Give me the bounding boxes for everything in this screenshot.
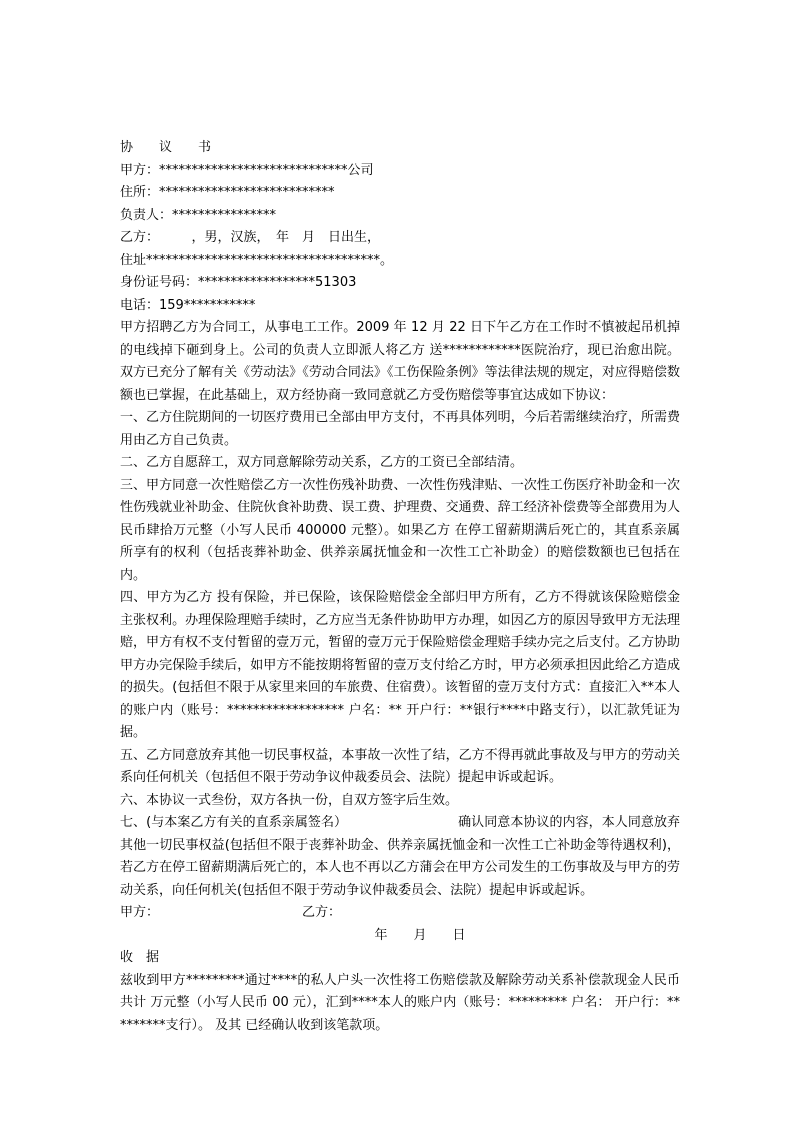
signature-line: [120, 902, 680, 925]
id-number-line: 身份证号码：******************51303: [120, 275, 357, 290]
clause-7: 七、(与本案乙方有关的直系亲属签名） 确认同意本协议的内容，本人同意放弃其他一切民事权益(包括但不限于丧葬补助金、供养亲属抚恤金和一次性工亡补助金等待遇权利)，若乙方在停工留薪期满后死亡的，本人也不再以乙方蒲会在甲方公司发生的工伤事故及与甲方的劳动关系，向任何机关(包括但不限于劳动争议仲裁委员会、法院）提起申诉或起诉。: [120, 815, 680, 898]
clause-6: 六、本协议一式叁份，双方各执一份，自双方签字后生效。: [120, 792, 459, 808]
clause-2: 二、乙方自愿辞工，双方同意解除劳动关系，乙方的工资已全部结清。: [120, 455, 524, 470]
party-b-address-line: 住址************************************。: [120, 252, 394, 268]
clause-5: 五、乙方同意放弃其他一切民事权益，本事故一次性了结，乙方不得再就此事故及与甲方的劳动关系向任何机关（包括但不限于劳动争议仲裁委员会、法院）提起申诉或起诉。: [120, 747, 680, 785]
phone-line: 电话：159***********: [120, 297, 256, 313]
agreement-document: [120, 137, 680, 1037]
party-b-signature: 乙方：: [302, 905, 342, 920]
representative-line: 负责人：****************: [120, 207, 277, 223]
party-a-line: 甲方：*****************************公司: [120, 162, 374, 178]
address-line: 住所：***************************: [120, 185, 335, 200]
clause-1: 一、乙方住院期间的一切医疗费用已全部由甲方支付，不再具体列明，今后若需继续治疗，所需费用由乙方自己负责。: [120, 410, 680, 448]
party-b-line: 乙方： ，男，汉族， 年 月 日出生，: [120, 230, 381, 245]
party-a-signature: 甲方：: [120, 905, 160, 920]
signature-date: 年 月 日: [374, 927, 466, 943]
intro-paragraph: 甲方招聘乙方为合同工，从事电工工作。2009 年 12 月 22 日下午乙方在工作时不慎被起吊机掉的电线掉下砸到身上。公司的负责人立即派人将乙方 送************医院治疗，现已治愈出院。双方已充分了解有关《劳动法》《劳动合同法》《工伤保险条例》等法律法规的规定，对应得赔偿数额也已掌握，在此基础上，双方经协商一致同意就乙方受伤赔偿等事宜达成如下协议：: [120, 320, 680, 403]
clause-4: 四、甲方为乙方 投有保险，并已保险，该保险赔偿金全部归甲方所有，乙方不得就该保险赔偿金主张权利。办理保险理赔手续时，乙方应当无条件协助甲方办理，如因乙方的原因导致甲方无法理赔，甲方有权不支付暂留的壹万元，暂留的壹万元于保险赔偿金理赔手续办完之后支付。乙方协助甲方办完保险手续后，如甲方不能按期将暂留的壹万支付给乙方时，甲方必须承担因此给乙方造成的损失。(包括但不限于从家里来回的车旅费、住宿费）。该暂留的壹万支付方式：直接汇入**本人的账户内（账号：****************** 户名：** 开户行：**银行****中路支行），以汇款凭证为据。: [120, 590, 680, 740]
clause-3: 三、甲方同意一次性赔偿乙方一次性伤残补助费、一次性伤残津贴、一次性工伤医疗补助金和一次性伤残就业补助金、住院伙食补助费、误工费、护理费、交通费、辞工经济补偿费等全部费用为人民币肆拾万元整（小写人民币 400000 元整）。如果乙方 在停工留薪期满后死亡的，其直系亲属所享有的权利（包括丧葬补助金、供养亲属抚恤金和一次性工亡补助金）的赔偿数额也已包括在内。: [120, 477, 680, 583]
receipt-body: 兹收到甲方*********通过****的私人户头一次性将工伤赔偿款及解除劳动关系补偿款现金人民币共计 万元整（小写人民币 00 元），汇到****本人的账户内（账号：********* 户名： 开户行：*********支行）。 及其 已经确认收到该笔款项。: [120, 972, 680, 1033]
receipt-title: 收 据: [120, 950, 160, 965]
document-title: 协 议 书: [120, 140, 212, 155]
